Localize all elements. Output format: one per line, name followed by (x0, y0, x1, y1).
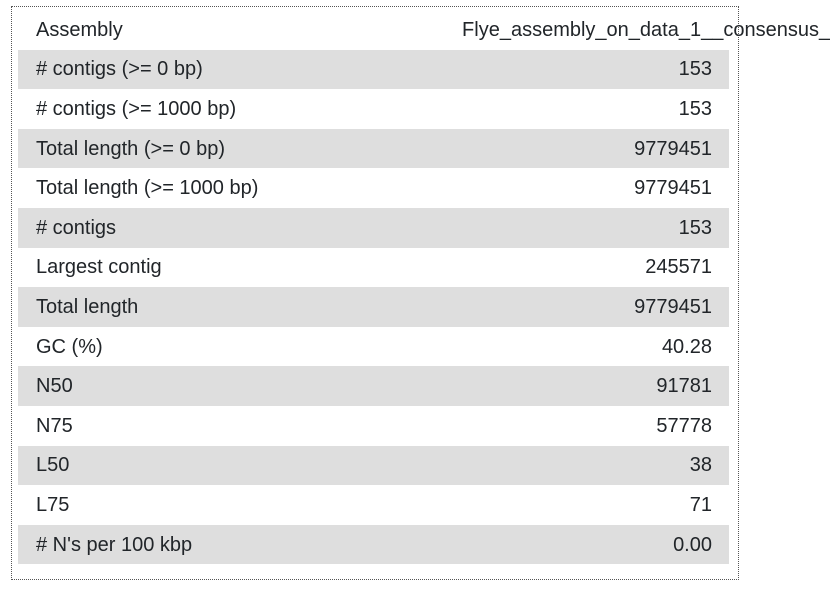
metric-label: L75 (36, 493, 70, 516)
header-assembly-name: Flye_assembly_on_data_1__consensus_ (462, 18, 830, 41)
metric-value: 0.00 (444, 525, 729, 565)
table-row (18, 129, 729, 169)
metric-label: # contigs (>= 1000 bp) (36, 97, 237, 120)
metric-label: N75 (36, 414, 73, 437)
metric-label: Total length (18, 287, 444, 327)
table-row (18, 248, 729, 288)
metric-value: 153 (444, 208, 729, 248)
metric-value: 57778 (656, 414, 712, 437)
metric-label: Largest contig (36, 256, 162, 279)
table-row (18, 89, 729, 129)
assembly-stats-table (18, 10, 830, 564)
metric-label: GC (%) (36, 335, 103, 358)
header-label: Assembly (36, 18, 123, 41)
metric-value: 153 (678, 97, 712, 120)
metric-value: 91781 (444, 366, 729, 406)
table-row (18, 366, 729, 406)
table-row (18, 327, 729, 367)
metric-label: N50 (18, 366, 444, 406)
metric-value: 38 (444, 446, 729, 486)
metric-value: 71 (689, 493, 712, 516)
table-row (18, 406, 729, 446)
metric-label: # contigs (18, 208, 444, 248)
table-row (18, 208, 729, 248)
table-row (18, 168, 729, 208)
metric-value: 40.28 (661, 335, 712, 358)
metric-value: 9779451 (444, 129, 729, 169)
metric-value: 245571 (645, 256, 712, 279)
metric-label: Total length (>= 0 bp) (18, 129, 444, 169)
table-row (18, 50, 729, 90)
table-row (18, 287, 729, 327)
metric-label: L50 (18, 446, 444, 486)
metric-value: 153 (444, 50, 729, 90)
report-frame (11, 6, 830, 580)
table-header-row (18, 10, 729, 50)
metric-value: 9779451 (634, 177, 712, 200)
table-row (18, 446, 729, 486)
metric-label: # N's per 100 kbp (18, 525, 444, 565)
table-row (18, 485, 729, 525)
metric-label: # contigs (>= 0 bp) (18, 50, 444, 90)
metric-value: 9779451 (444, 287, 729, 327)
table-row (18, 525, 729, 565)
metric-label: Total length (>= 1000 bp) (36, 177, 259, 200)
